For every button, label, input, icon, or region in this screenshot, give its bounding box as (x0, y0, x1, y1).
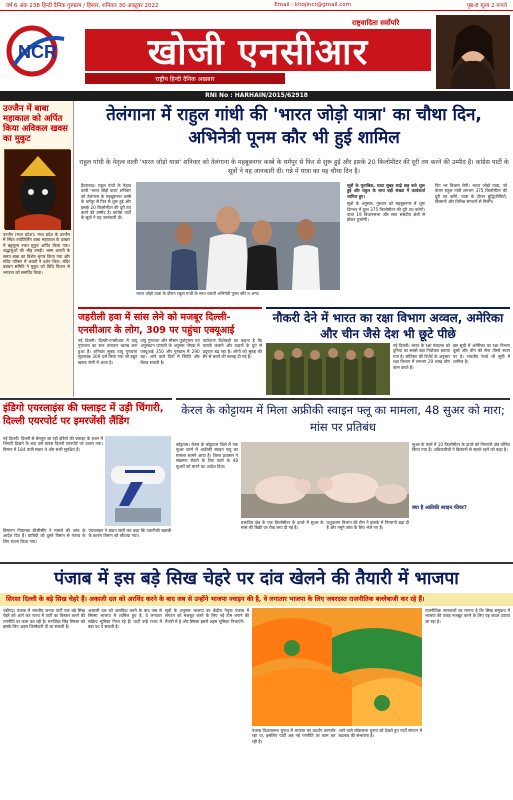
email-text: Email : khojincr@gmail.com (274, 2, 352, 8)
header-portrait-photo (436, 15, 510, 89)
lead-subhead: राहुल गांधी के नेतृत्व वाली 'भारत जोड़ो यात्रा' शनिवार को तेलंगाना के महबूबनगर कस्बे के धर्मपुर से फिर से शुरू हुई और इसके 20 किलोमीटर की दूरी तय करने की उम्मीद है। कांग्रेस पार्टी के सूत्रों ने यह जानकारी दी। गन्ने में यात्रा का यह चौथा दिन है। (79, 159, 509, 175)
paper-title-text: खोजी एनसीआर (147, 31, 369, 73)
mahakal-idol-photo (4, 149, 70, 229)
pollution-col3: पर्यावरण विशेषज्ञों का कहना है कि पराली जलाने और वाहनों के धुएं से प्रदूषण बढ़ रहा है। लोगों को सुबह की सैर से बचने की सलाह दी गई है। (202, 338, 262, 360)
swine-flu-col2: प्रभावित क्षेत्र के एक किलोमीटर के दायरे में सुअर के मांस की बिक्री पर रोक लगा दी गई है। (241, 520, 324, 531)
punjab-bjp-subhead: सिरसा दिल्ली के बड़े सिख चेहरे हैं। अकाली दल को अरविंद करने के बाद जब से उन्होंने भाजपा ज्वाइन की है, वे लगातार भाजपा के लिए जबरदस्त राजनीतिक बल्लेबाजी कर रहे हैं। (0, 593, 513, 606)
pollution-col2: वायु गुणवत्ता और मौसम पूर्वानुमान एवं अनुसंधान प्रणाली के अनुसार नोएडा में एक्यूआई 350 और गुरुग्राम में 290 रहा। आने वाले दिनों में स्थिति और बिगड़ सकती है। (140, 338, 200, 365)
punjab-col1: चंडीगढ़। पंजाब में भारतीय जनता पार्टी एक बड़े सिख चेहरे को आगे कर राज्य में पार्टी का विस्तार करने की रणनीति पर काम कर रही है। मनजिंदर सिंह सिरसा को इसके लिए अहम जिम्मेदारी दी जा सकती है। (3, 608, 85, 630)
army-soldiers-photo (266, 343, 390, 395)
defence-jobs-headline: नौकरी देने में भारत का रक्षा विभाग अव्वल, अमेरिका और चीन जैसे देश भी छूटे पीछे (266, 307, 510, 341)
defence-col1: नई दिल्ली। भारत के रक्षा मंत्रालय को दुनिया का सबसे बड़ा नियोक्ता बताया गया है। स्टेटिस्टा की रिपोर्ट के अनुसार रक्षा विभाग में लगभग 29 लाख लोग काम करते हैं। (393, 343, 450, 370)
punjab-col5: पंजाब विधानसभा चुनाव में भाजपा का प्रदर्शन कमजोर रहा था, इसलिए पार्टी अब नई रणनीति पर काम कर रही है। (252, 728, 336, 744)
indigo-story-more (3, 528, 171, 556)
indigo-col3: एयरलाइन ने बयान जारी कर कहा कि तकनीकी खराबी के कारण विमान को लौटाया गया। (88, 528, 171, 539)
swine-flu-story-more (241, 520, 409, 556)
tagline: राष्ट्रीय हिन्दी दैनिक अखबार (85, 73, 285, 84)
swine-flu-col3: पशुपालन विभाग की टीम ने इलाके में निगरानी बढ़ा दी है और नमूने जांच के लिए भेजे गए हैं। (326, 520, 409, 531)
rahul-gandhi-yatra-photo (136, 182, 340, 290)
indigo-aircraft-photo (105, 436, 171, 526)
svg-text:NCR: NCR (18, 42, 57, 62)
lead-story-highlight: सूत्रों के मुताबिक, यात्रा सुबह साढ़े छह बजे शुरू हुई और राहुल के साथ बड़ी संख्या में कार्यकर्ता शामिल हुए। (347, 183, 425, 199)
punjab-col2: अकाली दल को अलविदा करने के बाद जब से सिरसा भाजपा में शामिल हुए हैं, वे लगातार सक्रिय भूमिका निभा रहे हैं। पार्टी उन्हें राज्य में बड़ा पद दे सकती है। (88, 608, 162, 630)
defence-col2: इस सूची में अमेरिका का रक्षा विभाग दूसरे और चीन की सेना तीसरे स्थान पर है। भारतीय रेलवे भी सूची में शामिल है। (453, 343, 510, 365)
swine-fever-explainer-heading: क्या है अफ्रीकी स्वाइन फीवर? (412, 505, 467, 511)
swine-flu-col4: सुअर के फार्म में 10 किलोमीटर के दायरे को निगरानी क्षेत्र घोषित किया गया है। अधिकारियों ने किसानों से सतर्क रहने को कहा है। (412, 442, 510, 453)
swine-flu-col-right (412, 442, 510, 556)
punjab-col4: राजनीतिक जानकारों का मानना है कि सिख समुदाय में भाजपा की पकड़ मजबूत करने के लिए यह कदम उठाया जा रहा है। (425, 608, 510, 624)
defence-jobs-story (393, 343, 510, 395)
pollution-col1: नई दिल्ली। दिल्ली-एनसीआर में वायु गुणवत्ता का स्तर लगातार खराब बना हुआ है। शनिवार सुबह वायु गुणवत्ता सूचकांक 309 दर्ज किया गया जो बहुत खराब श्रेणी में आता है। (78, 338, 138, 365)
pollution-headline: जहरीली हवा में सांस लेने को मजबूर दिल्ली-एनसीआर के लोग, 309 पर पहुंचा एक्यूआई (78, 307, 262, 337)
lead-headline: तेलंगाना में राहुल गांधी की 'भारत जोड़ो यात्रा' का चौथा दिन, अभिनेत्री पूनम कौर भी हुई शामिल (106, 105, 482, 148)
punjab-col6: आने वाले लोकसभा चुनाव को देखते हुए पार्टी संगठन में बदलाव की संभावना है। (338, 728, 422, 739)
issue-strip (0, 0, 513, 11)
lead-story-col3-body: सूत्रों के अनुसार, गुरुवार को महबूबनगर में शुरू दिनभर में कुल 375 किलोमीटर की दूरी तय करेगी। यात्रा 19 विधानसभा और सात संसदीय क्षेत्रों से होकर गुजरेगी। (347, 201, 425, 223)
lead-photo-caption: भारत जोड़ो यात्रा के दौरान राहुल गांधी के साथ चलती अभिनेत्री पूनम कौर व अन्य। (136, 291, 260, 296)
lead-story-col4: दिन भर विश्राम लेगी। भारत जोड़ो यात्रा, जो केरल राहुल गांधी लगभग 375 किलोमीटर की दूरी तय करेंगे, यात्रा के दौरान बुद्धिजीवियों, किसानों और विभिन्न संगठनों से मिलेंगे। (435, 183, 507, 205)
lead-story-col1: हैदराबाद। राहुल गांधी के नेतृत्व वाली 'भारत जोड़ो यात्रा' शनिवार को तेलंगाना के महबूबनगर कस्बे के धर्मपुर से फिर से शुरू हुई और इसके 20 किलोमीटर की दूरी तय करने की उम्मीद है। कांग्रेस पार्टी के सूत्रों ने यह जानकारी दी। (81, 183, 131, 221)
motto-label: राष्ट्रवादिता सर्वोपरि (352, 19, 400, 27)
left-story-body: उज्जैन (मध्य प्रदेश)। मध्य प्रदेश के उज्जैन में स्थित ज्योतिर्लिंग बाबा महाकाल के दरबार में बहुमूल्य रजत मुकुट अर्पित किया गया। श्रद्धालुओं की भीड़ उमड़ी। भस्म आरती के समय बाबा का विशेष श्रृंगार किया गया और मंदिर परिसर में भक्तों ने दर्शन किए। मंदिर प्रबंधन समिति ने मुकुट को विधि विधान से भगवान को समर्पित किया। (3, 232, 70, 275)
indigo-story (3, 436, 103, 526)
bjp-flags-photo (252, 608, 422, 726)
indigo-col2: विमानन नियामक डीजीसीए ने मामले की जांच के आदेश दिए हैं। यात्रियों को दूसरे विमान से गंतव्य के लिए रवाना किया गया। (3, 528, 86, 544)
indigo-headline: इंडिगो एयरलाइंस की फ्लाइट में उड़ी चिंगारी, दिल्ली एयरपोर्ट पर इमरजेंसी लैंडिंग (0, 398, 172, 434)
punjab-col3: सूत्रों के अनुसार भाजपा का केंद्रीय नेतृत्व पंजाब में संगठन को मजबूत करने के लिए नई टीम बनाने की तैयारी में है और सिरसा इसमें अहम भूमिका निभाएंगे। (165, 608, 249, 624)
masthead (0, 11, 513, 91)
rni-number: RNI No : HARHAIN/2015/62918 (0, 91, 513, 101)
issue-line: वर्ष 6 अंक 238 हिन्दी दैनिक गुरुग्राम / हिसार, शनिवार 30 अक्टूबर 2022 (6, 3, 159, 9)
pigs-photo (241, 442, 409, 518)
left-sidebar-story (0, 101, 74, 397)
indigo-col1: नई दिल्ली। दिल्ली से बेंगलुरु जा रही इंडिगो की फ्लाइट के इंजन में चिंगारी दिखने के बाद उसे वापस दिल्ली एयरपोर्ट पर उतारा गया। विमान में 184 यात्री सवार थे और सभी सुरक्षित हैं। (3, 436, 103, 452)
punjab-story-more (252, 728, 422, 796)
swine-flu-headline: केरल के कोट्टायम में मिला अफ्रीकी स्वाइन फ्लू का मामला, 48 सुअर को मारा; मांस पर प्रतिबंध (176, 398, 510, 440)
pollution-story (78, 338, 262, 394)
left-story-headline: उज्जैन में बाबा महाकाल को अर्पित किया अविकल खवस का मुकुट (3, 104, 68, 144)
paper-title (85, 29, 431, 71)
page-price: पृष्ठ-8 मूल्य 2 रूपये (466, 3, 507, 9)
swine-flu-col1: कोट्टायम। केरल के कोट्टायम जिले में एक सुअर फार्म में अफ्रीकी स्वाइन फ्लू का मामला सामने आया है। जिला प्रशासन ने संक्रमण रोकने के लिए फार्म के 48 सुअरों को मारने का आदेश दिया। (176, 442, 238, 469)
punjab-bjp-headline: पंजाब में इस बड़े सिख चेहरे पर दांव खेलने की तैयारी में भाजपा (0, 562, 513, 592)
lead-story-col3 (344, 182, 428, 304)
ncr-logo (6, 25, 70, 77)
